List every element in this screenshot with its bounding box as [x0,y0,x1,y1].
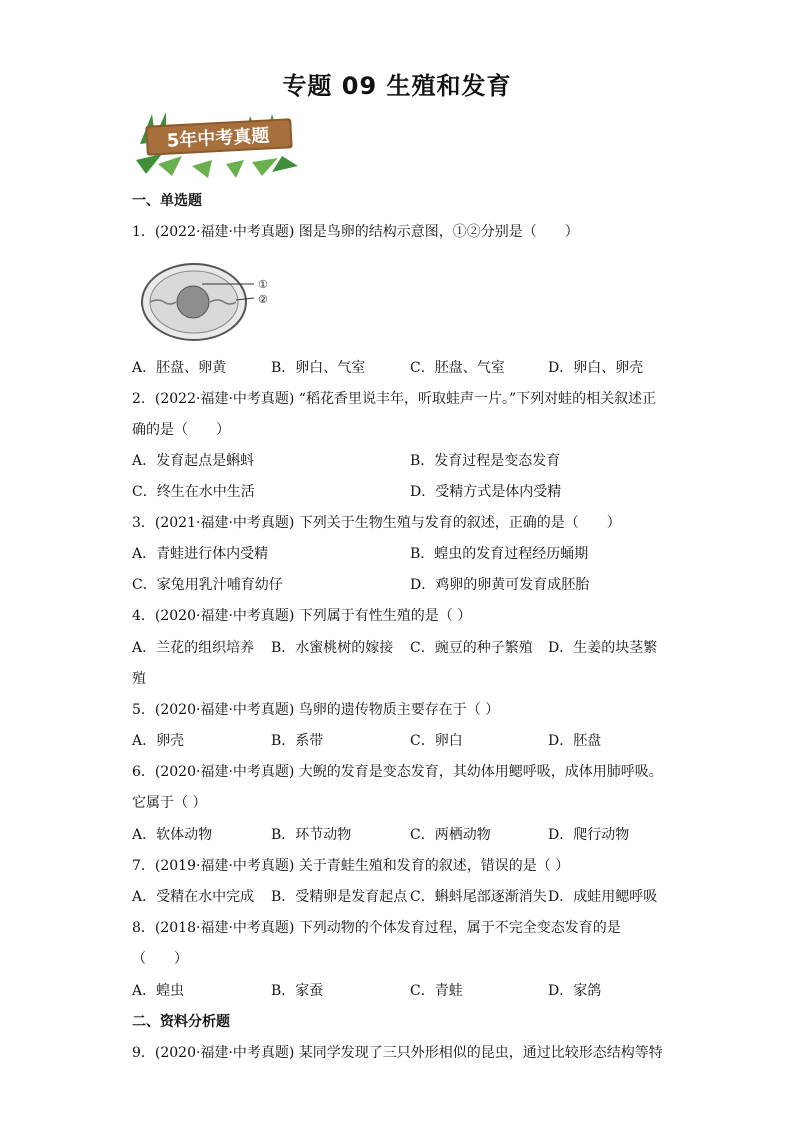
q7-option-d: D．成蛙用鳃呼吸 [548,889,658,905]
question-2-stem-line2: 确的是（ ） [132,422,230,438]
q4-option-c: C．豌豆的种子繁殖 [410,640,533,656]
question-7-stem: 7．(2019·福建·中考真题) 关于青蛙生殖和发育的叙述，错误的是（ ） [132,858,570,874]
diagram-label-1: ① [258,278,268,291]
q3-option-d: D．鸡卵的卵黄可发育成胚胎 [410,577,590,593]
q2-option-b: B．发育过程是变态发育 [410,453,561,469]
question-8-stem-line2: （ ） [132,951,188,967]
q2-option-a: A．发育起点是蝌蚪 [132,453,255,469]
question-5-stem: 5．(2020·福建·中考真题) 鸟卵的遗传物质主要存在于（ ） [132,702,500,718]
q8-option-b: B．家蚕 [271,983,324,999]
q1-option-c: C．胚盘、气室 [410,360,505,376]
banner-text: 5年中考真题 [166,125,270,152]
q4-option-b: B．水蜜桃树的嫁接 [271,640,394,656]
q4-option-d-wrap: 殖 [132,671,146,687]
question-3-stem: 3．(2021·福建·中考真题) 下列关于生物生殖与发育的叙述，正确的是（ ） [132,515,621,531]
q3-option-a: A．青蛙进行体内受精 [132,546,269,562]
question-1-stem: 1．(2022·福建·中考真题) 图是鸟卵的结构示意图，①②分别是（ ） [132,224,579,240]
q4-option-d: D．生姜的块茎繁 [548,640,658,656]
q1-option-b: B．卵白、气室 [271,360,366,376]
question-6-stem-line2: 它属于（ ） [132,795,207,811]
section-heading-single-choice: 一、单选题 [132,193,202,209]
q7-option-c: C．蝌蚪尾部逐渐消失 [410,889,547,905]
q8-option-a: A．蝗虫 [132,983,185,999]
q3-option-b: B．蝗虫的发育过程经历蛹期 [410,546,589,562]
q8-option-d: D．家鸽 [548,983,602,999]
q3-option-c: C．家兔用乳汁哺育幼仔 [132,577,283,593]
egg-diagram [138,258,278,344]
q4-option-a: A．兰花的组织培养 [132,640,255,656]
q5-option-c: C．卵白 [410,733,463,749]
q6-option-d: D．爬行动物 [548,827,630,843]
q6-option-c: C．两栖动物 [410,827,491,843]
question-8-stem-line1: 8．(2018·福建·中考真题) 下列动物的个体发育过程，属于不完全变态发育的是 [132,920,621,936]
q2-option-c: C．终生在水中生活 [132,484,255,500]
q5-option-d: D．胚盘 [548,733,602,749]
q6-option-b: B．环节动物 [271,827,352,843]
question-6-stem-line1: 6．(2020·福建·中考真题) 大鲵的发育是变态发育，其幼体用鳃呼吸，成体用肺呼吸。 [132,764,663,780]
question-2-stem-line1: 2．(2022·福建·中考真题) “稻花香里说丰年，听取蛙声一片。”下列对蛙的相关叙述正 [132,391,657,407]
q1-option-d: D．卵白、卵壳 [548,360,644,376]
q2-option-d: D．受精方式是体内受精 [410,484,562,500]
banner-graphic [132,104,300,178]
section-heading-data-analysis: 二、资料分析题 [132,1014,230,1030]
q5-option-a: A．卵壳 [132,733,185,749]
q7-option-a: A．受精在水中完成 [132,889,255,905]
diagram-label-2: ② [258,293,268,306]
question-9-stem: 9．(2020·福建·中考真题) 某同学发现了三只外形相似的昆虫，通过比较形态结构等特 [132,1045,663,1061]
q1-option-a: A．胚盘、卵黄 [132,360,227,376]
q5-option-b: B．系带 [271,733,324,749]
q8-option-c: C．青蛙 [410,983,463,999]
question-4-stem: 4．(2020·福建·中考真题) 下列属于有性生殖的是（ ） [132,608,472,624]
page-title: 专题 09 生殖和发育 [282,72,512,100]
q7-option-b: B．受精卵是发育起点 [271,889,408,905]
q6-option-a: A．软体动物 [132,827,213,843]
